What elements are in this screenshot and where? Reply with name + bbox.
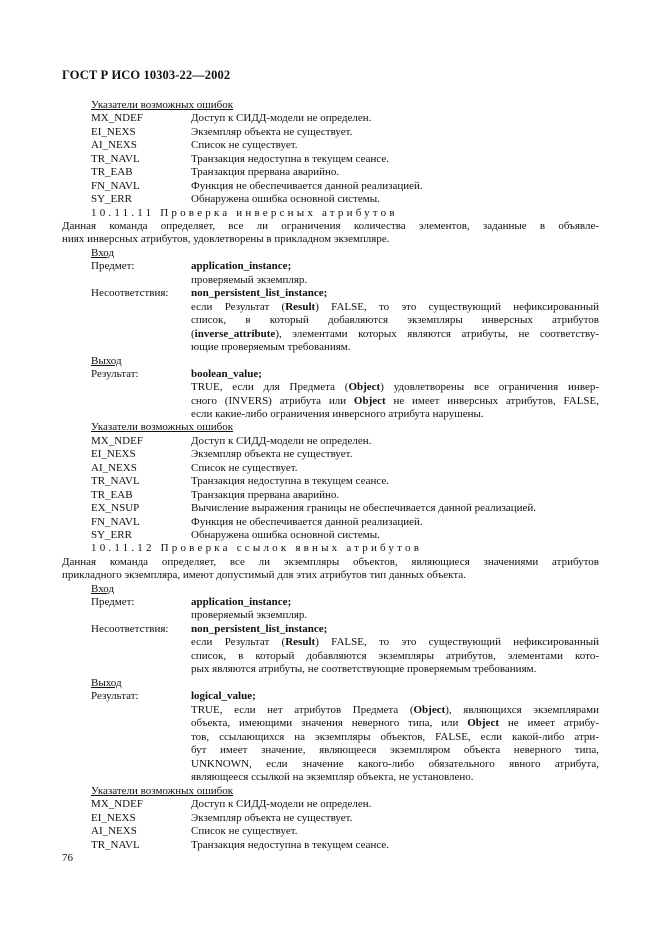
intro-line: ниях инверсных атрибутов, удовлетворены в прикладном экземпляре.	[62, 233, 390, 245]
nonconf-line: список, в который добавляются экземпляры атрибутов, элементами кото-	[191, 650, 599, 662]
error-desc: Список не существует.	[191, 462, 298, 474]
nonconf-name: non_persistent_list_instance;	[191, 287, 328, 299]
error-desc: Функция не обеспечивается данной реализацией.	[191, 516, 423, 528]
subject-desc: проверяемый экземпляр.	[191, 274, 308, 286]
error-code: EI_NEXS	[91, 448, 136, 460]
page-header: ГОСТ Р ИСО 10303-22—2002	[62, 68, 231, 82]
error-desc: Экземпляр объекта не существует.	[191, 812, 353, 824]
nonconf-line: если Результат (Result) FALSE, то это существующий нефиксированный	[191, 636, 599, 648]
error-desc: Экземпляр объекта не существует.	[191, 448, 353, 460]
output-label: Выход	[91, 355, 122, 367]
result-line: TRUE, если для Предмета (Object) удовлетворены все ограничения инвер-	[191, 381, 599, 393]
nonconf-line: ющие проверяемым требованиям.	[191, 341, 351, 353]
nonconf-name: non_persistent_list_instance;	[191, 623, 328, 635]
error-desc: Экземпляр объекта не существует.	[191, 126, 353, 138]
error-desc: Доступ к СИДД-модели не определен.	[191, 798, 372, 810]
section-title: 10.11.12 Проверка ссылок явных атрибутов	[91, 542, 423, 554]
input-label: Вход	[91, 583, 115, 595]
output-label: Выход	[91, 677, 122, 689]
nonconf-line: список, в который добавляются экземпляры инверсных атрибутов	[191, 314, 599, 326]
result-line: тов, ссылающихся на экземпляры объектов, FALSE, если какой-либо атри-	[191, 731, 599, 743]
error-desc: Список не существует.	[191, 825, 298, 837]
error-code: AI_NEXS	[91, 825, 137, 837]
result-line: TRUE, если нет атрибутов Предмета (Object), являющихся экземплярами	[191, 704, 599, 716]
errors-heading: Указатели возможных ошибок	[91, 421, 234, 433]
error-desc: Транзакция прервана аварийно.	[191, 166, 340, 178]
error-code: SY_ERR	[91, 529, 132, 541]
error-code: EX_NSUP	[91, 502, 140, 514]
result-line: объекта, имеющими значения неверного типа, или Object не имеет атрибу-	[191, 717, 599, 729]
error-desc: Вычисление выражения границы не обеспечивается данной реализацией.	[191, 502, 537, 514]
error-desc: Транзакция прервана аварийно.	[191, 489, 340, 501]
result-name: boolean_value;	[191, 368, 262, 380]
error-desc: Транзакция недоступна в текущем сеансе.	[191, 475, 390, 487]
error-code: FN_NAVL	[91, 180, 140, 192]
result-label: Результат:	[91, 368, 139, 380]
intro-line: Данная команда определяет, все ли ограничения количества элементов, заданные в объявле-	[62, 220, 599, 232]
error-desc: Обнаружена ошибка основной системы.	[191, 193, 380, 205]
nonconf-line: рых являются атрибуты, не соответствующие проверяемым требованиям.	[191, 663, 537, 675]
subject-name: application_instance;	[191, 260, 292, 272]
error-desc: Доступ к СИДД-модели не определен.	[191, 112, 372, 124]
input-label: Вход	[91, 247, 115, 259]
error-code: AI_NEXS	[91, 139, 137, 151]
subject-desc: проверяемый экземпляр.	[191, 609, 308, 621]
error-code: TR_NAVL	[91, 839, 140, 851]
nonconf-line: если Результат (Result) FALSE, то это существующий нефиксированный	[191, 301, 599, 313]
error-code: EI_NEXS	[91, 126, 136, 138]
nonconf-label: Несоответствия:	[91, 287, 169, 299]
result-line: сного (INVERS) атрибута или Object не имеет инверсных атрибутов, FALSE,	[191, 395, 599, 407]
error-desc: Обнаружена ошибка основной системы.	[191, 529, 380, 541]
errors-heading: Указатели возможных ошибок	[91, 785, 234, 797]
page-number: 76	[62, 852, 73, 864]
result-name: logical_value;	[191, 690, 256, 702]
result-line: являющееся ссылкой на экземпляр объекта, не установлено.	[191, 771, 474, 783]
error-code: TR_NAVL	[91, 153, 140, 165]
result-line: если какие-либо ограничения инверсного атрибута нарушены.	[191, 408, 484, 420]
error-desc: Список не существует.	[191, 139, 298, 151]
error-desc: Транзакция недоступна в текущем сеансе.	[191, 153, 390, 165]
error-code: AI_NEXS	[91, 462, 137, 474]
nonconf-line: (inverse_attribute), элементами которых являются атрибуты, не соответству-	[191, 328, 599, 340]
error-code: MX_NDEF	[91, 435, 143, 447]
error-desc: Доступ к СИДД-модели не определен.	[191, 435, 372, 447]
result-label: Результат:	[91, 690, 139, 702]
error-desc: Транзакция недоступна в текущем сеансе.	[191, 839, 390, 851]
intro-line: прикладного экземпляра, имеют допустимый для этих атрибутов тип данных объекта.	[62, 569, 466, 581]
subject-label: Предмет:	[91, 260, 135, 272]
error-code: FN_NAVL	[91, 516, 140, 528]
subject-label: Предмет:	[91, 596, 135, 608]
error-code: TR_EAB	[91, 489, 133, 501]
nonconf-label: Несоответствия:	[91, 623, 169, 635]
error-code: TR_EAB	[91, 166, 133, 178]
error-code: TR_NAVL	[91, 475, 140, 487]
error-code: SY_ERR	[91, 193, 132, 205]
errors-heading: Указатели возможных ошибок	[91, 99, 234, 111]
subject-name: application_instance;	[191, 596, 292, 608]
error-code: MX_NDEF	[91, 112, 143, 124]
intro-line: Данная команда определяет, все ли экземпляры объектов, являющиеся значениями атрибутов	[62, 556, 599, 568]
section-title: 10.11.11 Проверка инверсных атрибутов	[91, 207, 398, 219]
error-code: EI_NEXS	[91, 812, 136, 824]
result-line: бут имеет значение, являющееся экземпляром объекта неверного типа,	[191, 744, 599, 756]
result-line: UNKNOWN, если значение какого-либо обязательного явного атрибута,	[191, 758, 599, 770]
error-code: MX_NDEF	[91, 798, 143, 810]
error-desc: Функция не обеспечивается данной реализацией.	[191, 180, 423, 192]
